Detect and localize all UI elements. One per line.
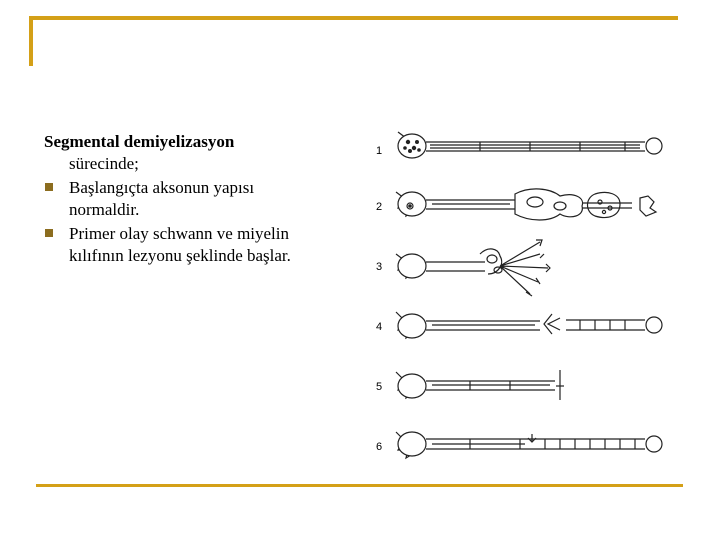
slide-heading-continuation: sürecinde; xyxy=(69,154,139,173)
square-bullet-icon xyxy=(45,183,53,191)
bullet-text-line: kılıfının lezyonu şeklinde başlar. xyxy=(69,246,291,265)
bullet-text-line: Primer olay schwann ve miyelin xyxy=(69,224,290,243)
stage-label: 2 xyxy=(376,201,383,213)
stage-3-neuron xyxy=(396,240,550,296)
stage-6-neuron xyxy=(396,432,662,458)
stage-label: 3 xyxy=(376,261,383,273)
square-bullet-icon xyxy=(45,229,53,237)
nerve-stages-illustration xyxy=(370,124,670,464)
stage-label: 6 xyxy=(376,441,383,453)
slide-text xyxy=(44,131,364,267)
bullet-text-line: normaldir. xyxy=(69,200,140,219)
bullet-item xyxy=(44,223,364,267)
frame-top-line xyxy=(29,16,678,20)
stage-5-neuron xyxy=(396,370,564,400)
stage-label: 1 xyxy=(376,145,383,157)
demyelination-figure xyxy=(370,124,670,464)
frame-left-line xyxy=(29,16,33,66)
stage-1-neuron xyxy=(398,132,662,158)
stage-2-neuron xyxy=(396,189,656,220)
stage-label: 4 xyxy=(376,321,383,333)
stage-label: 5 xyxy=(376,381,383,393)
slide-heading: Segmental demiyelizasyon xyxy=(44,132,235,151)
stage-4-neuron xyxy=(396,312,662,338)
bullet-item xyxy=(44,177,364,221)
bullet-text-line: Başlangıçta aksonun yapısı xyxy=(69,178,255,197)
frame-bottom-line xyxy=(36,484,683,487)
